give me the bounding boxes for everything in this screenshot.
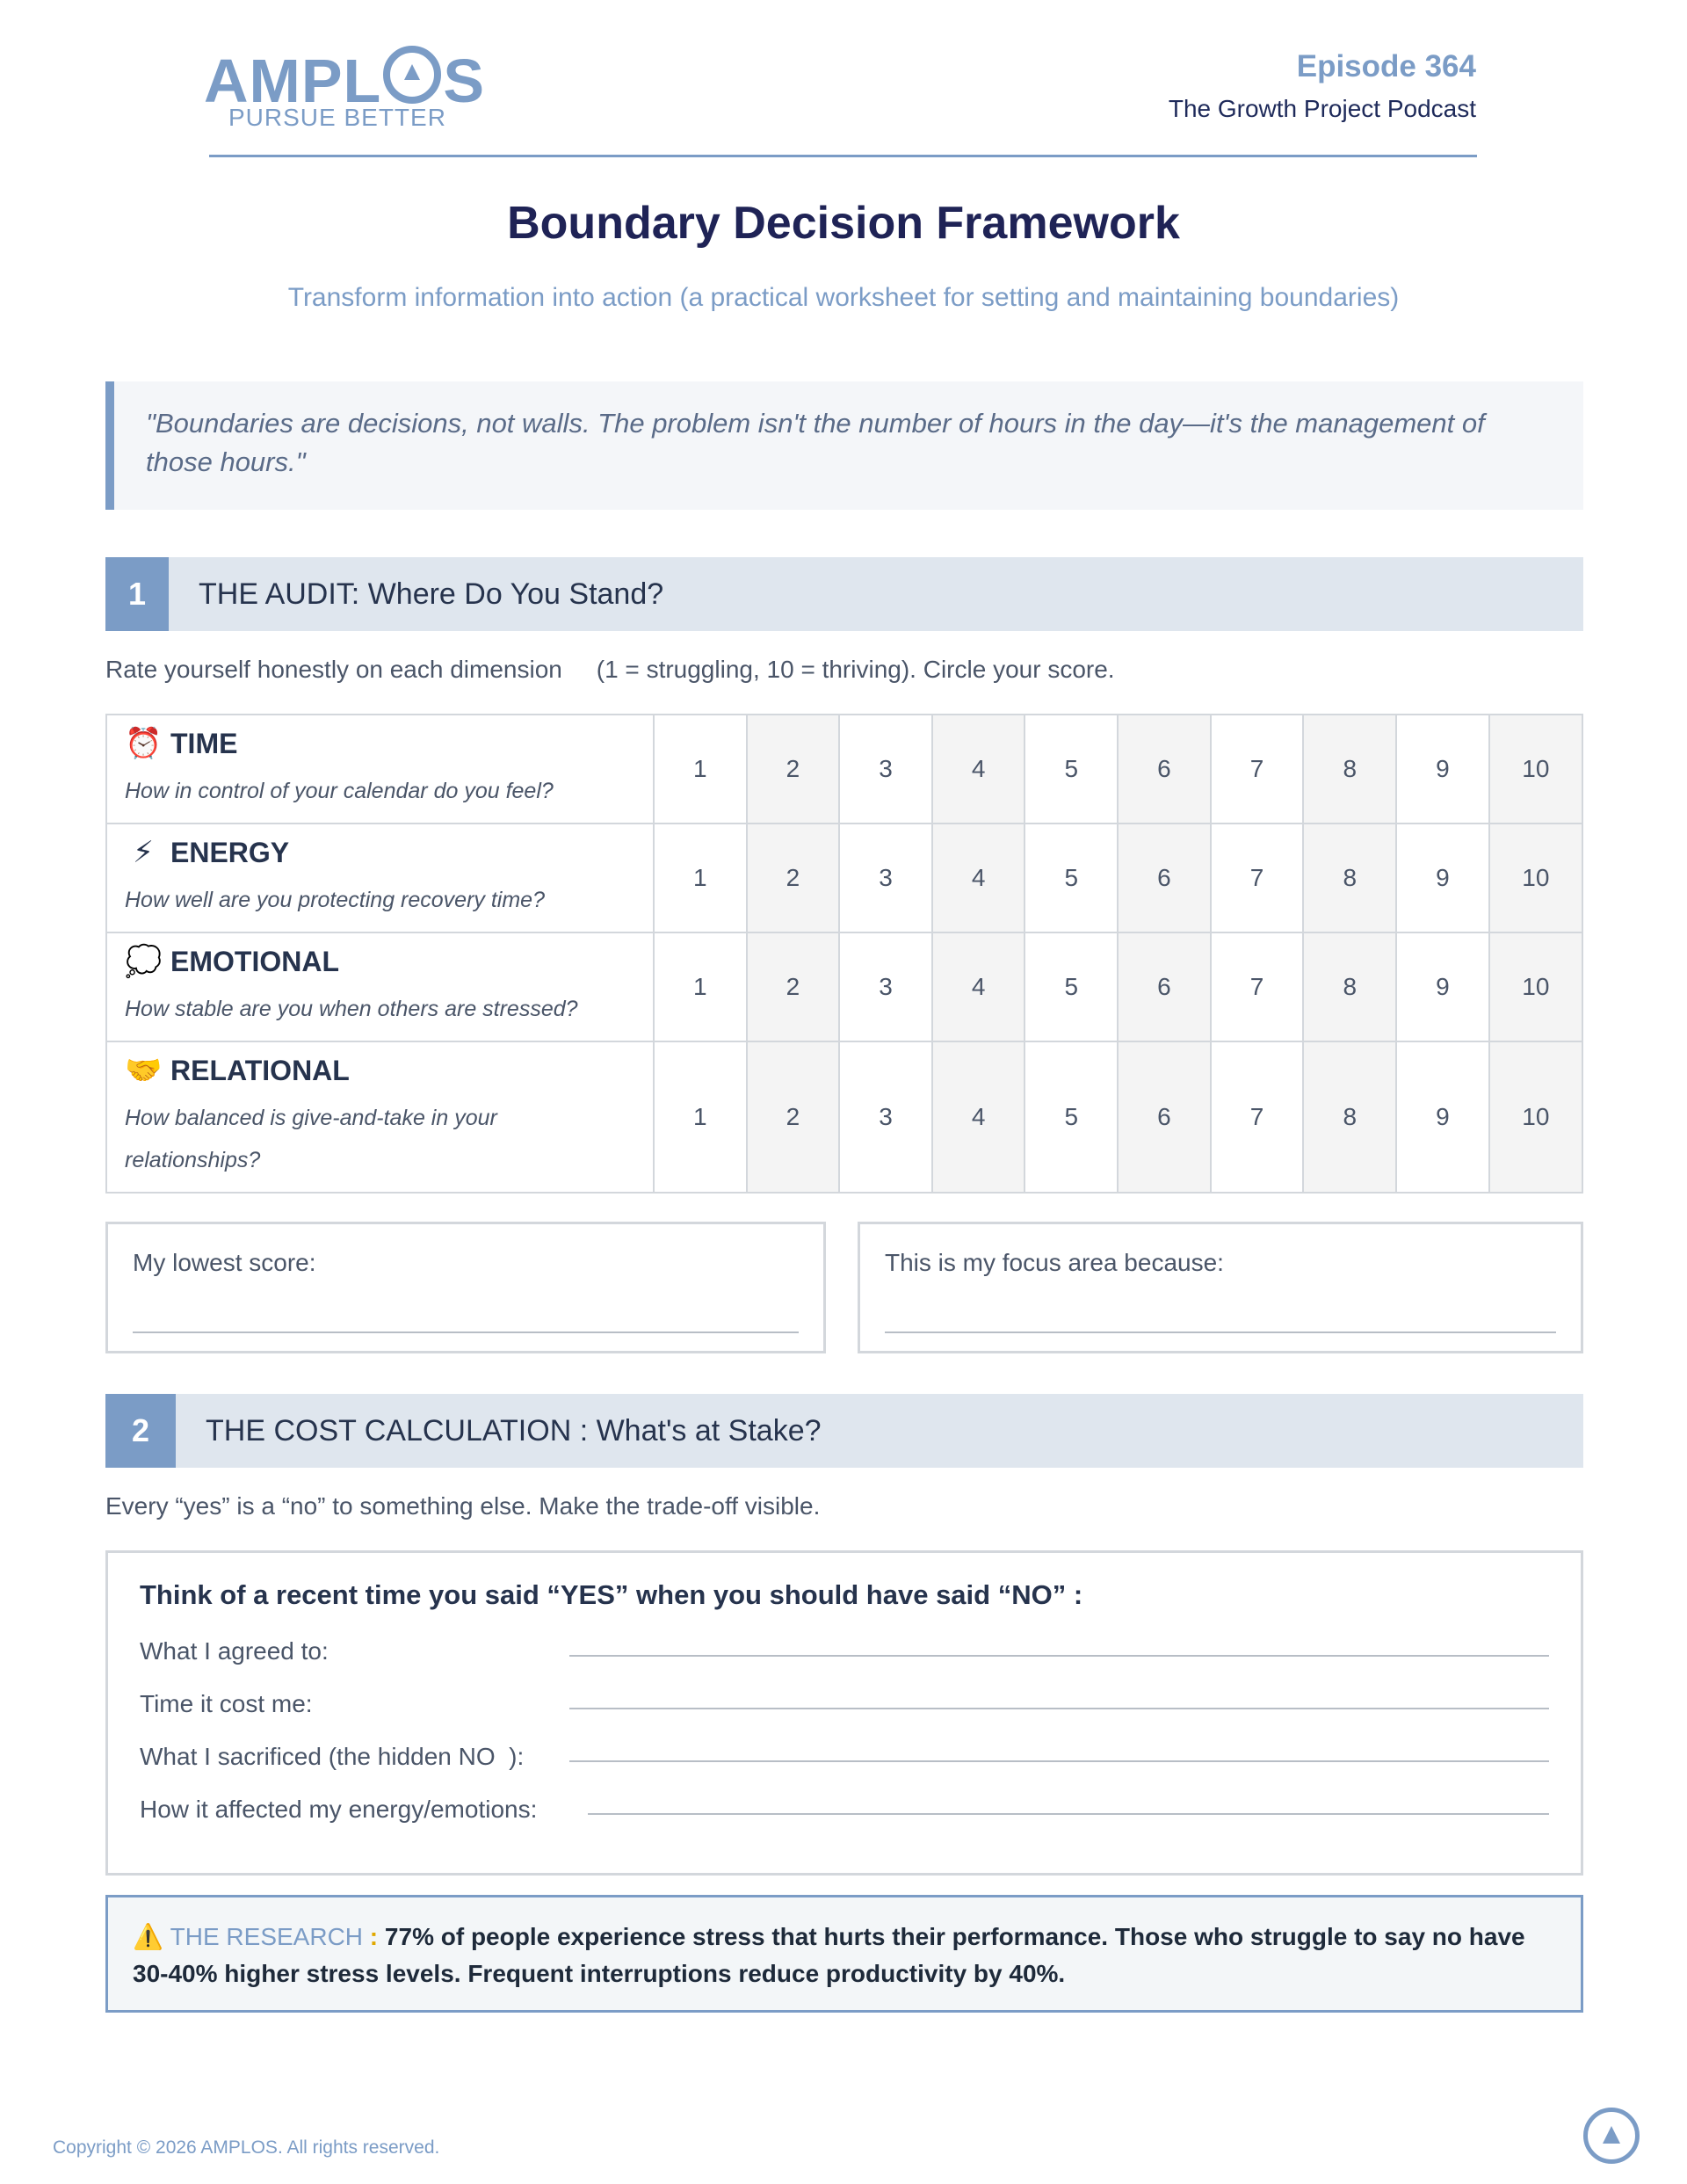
cost-input-line-agreed[interactable] (569, 1655, 1549, 1657)
dimension-cell (106, 1041, 654, 1193)
dimension-question: How in control of your calendar do you feel? (125, 779, 554, 803)
cost-field-label: How it affected my energy/emotions: (140, 1796, 538, 1823)
score-option-5[interactable]: 5 (1025, 932, 1118, 1041)
research-callout (105, 1895, 1583, 2013)
score-option-4[interactable]: 4 (932, 1041, 1025, 1193)
cost-field-label: What I sacrificed (the hidden NO ): (140, 1743, 525, 1770)
dimension-name: EMOTIONAL (170, 945, 339, 977)
score-option-5[interactable]: 5 (1025, 1041, 1118, 1193)
score-option-6[interactable]: 6 (1118, 932, 1211, 1041)
quote-text: "Boundaries are decisions, not walls. The problem isn't the number of hours in the day—it's the management of those hours." (146, 408, 1485, 477)
thought-bubble-icon: 💭 (125, 945, 163, 978)
score-option-1[interactable]: 1 (654, 1041, 747, 1193)
score-option-9[interactable]: 9 (1396, 715, 1489, 824)
score-option-3[interactable]: 3 (839, 715, 932, 824)
section-2-instructions: Every “yes” is a “no” to something else. Make the trade-off visible. (105, 1492, 821, 1520)
lowest-score-box (105, 1222, 826, 1353)
page-subtitle: Transform information into action (a practical worksheet for setting and maintaining boundaries) (287, 283, 1400, 312)
rating-row (106, 715, 1582, 824)
cost-field-sacrificed (140, 1743, 524, 1778)
score-option-7[interactable]: 7 (1211, 824, 1304, 932)
cost-field-label: What I agreed to: (140, 1637, 329, 1665)
logo-o-mark-icon (383, 46, 441, 104)
dimension-cell (106, 932, 654, 1041)
section-1-number: 1 (105, 557, 169, 631)
score-option-1[interactable]: 1 (654, 932, 747, 1041)
cost-input-line-sacrificed[interactable] (569, 1760, 1549, 1762)
score-option-4[interactable]: 4 (932, 932, 1025, 1041)
podcast-name: The Growth Project Podcast (1168, 95, 1476, 122)
score-option-1[interactable]: 1 (654, 715, 747, 824)
lightning-icon: ⚡ (133, 836, 154, 869)
score-option-3[interactable]: 3 (839, 824, 932, 932)
focus-area-label: This is my focus area because: (885, 1249, 1224, 1276)
amplos-logo: AMPL S (204, 47, 486, 115)
score-option-7[interactable]: 7 (1211, 715, 1304, 824)
score-option-10[interactable]: 10 (1489, 824, 1582, 932)
section-2-header (105, 1394, 1583, 1468)
cost-field-agreed (140, 1637, 329, 1672)
score-option-7[interactable]: 7 (1211, 1041, 1304, 1193)
score-option-4[interactable]: 4 (932, 824, 1025, 932)
cost-field-time (140, 1690, 313, 1725)
cost-input-line-time[interactable] (569, 1708, 1549, 1709)
score-option-8[interactable]: 8 (1303, 715, 1396, 824)
score-option-4[interactable]: 4 (932, 715, 1025, 824)
score-option-2[interactable]: 2 (747, 824, 840, 932)
score-option-2[interactable]: 2 (747, 715, 840, 824)
score-option-6[interactable]: 6 (1118, 715, 1211, 824)
dimension-cell (106, 715, 654, 824)
cost-field-energy (140, 1796, 537, 1831)
lowest-score-label: My lowest score: (133, 1249, 316, 1276)
dimension-name: RELATIONAL (170, 1054, 350, 1086)
focus-area-input-line[interactable] (885, 1331, 1556, 1333)
score-option-7[interactable]: 7 (1211, 932, 1304, 1041)
dimension-heading (125, 1053, 653, 1088)
score-option-10[interactable]: 10 (1489, 1041, 1582, 1193)
quote-block (105, 381, 1583, 510)
rating-table (105, 714, 1583, 1194)
section-2-number: 2 (105, 1394, 176, 1468)
cost-input-line-energy[interactable] (588, 1813, 1549, 1815)
cost-calculation-box (105, 1550, 1583, 1876)
rating-row (106, 932, 1582, 1041)
score-option-3[interactable]: 3 (839, 1041, 932, 1193)
dimension-question: How well are you protecting recovery time? (125, 888, 545, 912)
score-option-9[interactable]: 9 (1396, 932, 1489, 1041)
score-option-8[interactable]: 8 (1303, 1041, 1396, 1193)
dimension-name: ENERGY (170, 836, 290, 868)
score-option-8[interactable]: 8 (1303, 824, 1396, 932)
research-label: THE RESEARCH (170, 1923, 364, 1950)
score-option-3[interactable]: 3 (839, 932, 932, 1041)
score-option-10[interactable]: 10 (1489, 715, 1582, 824)
logo-tagline: PURSUE BETTER (228, 104, 446, 131)
score-option-8[interactable]: 8 (1303, 932, 1396, 1041)
section-1-header (105, 557, 1583, 631)
score-option-2[interactable]: 2 (747, 932, 840, 1041)
score-option-2[interactable]: 2 (747, 1041, 840, 1193)
research-body: 77% of people experience stress that hurts their performance. Those who struggle to say no have 30-40% higher stress levels. Frequent interruptions reduce productivity by 40%. (133, 1923, 1525, 1987)
dimension-name: TIME (170, 727, 238, 759)
score-option-10[interactable]: 10 (1489, 932, 1582, 1041)
research-colon: : (363, 1923, 385, 1950)
footer-logo-icon (1583, 2108, 1640, 2164)
section-1-instructions: Rate yourself honestly on each dimension (1 = struggling, 10 = thriving). Circle your score. (105, 656, 1115, 683)
score-option-9[interactable]: 9 (1396, 1041, 1489, 1193)
score-option-5[interactable]: 5 (1025, 824, 1118, 932)
score-option-1[interactable]: 1 (654, 824, 747, 932)
focus-area-box (858, 1222, 1583, 1353)
score-option-6[interactable]: 6 (1118, 1041, 1211, 1193)
score-option-6[interactable]: 6 (1118, 824, 1211, 932)
score-option-5[interactable]: 5 (1025, 715, 1118, 824)
dimension-question: How balanced is give-and-take in your relationships? (125, 1106, 497, 1172)
section-1-title: THE AUDIT: Where Do You Stand? (199, 577, 664, 611)
header-divider (209, 155, 1477, 157)
rating-row (106, 824, 1582, 932)
dimension-heading (125, 835, 653, 870)
cost-prompt: Think of a recent time you said “YES” when you should have said “NO” : (140, 1579, 1083, 1610)
page-title: Boundary Decision Framework (507, 198, 1180, 249)
warning-icon: ⚠️ (133, 1923, 163, 1950)
cost-field-label: Time it cost me: (140, 1690, 313, 1717)
dimension-question: How stable are you when others are stressed? (125, 997, 578, 1021)
dimension-heading (125, 726, 653, 761)
dimension-cell (106, 824, 654, 932)
rating-row (106, 1041, 1582, 1193)
research-text (133, 1919, 1539, 1992)
handshake-icon: 🤝 (125, 1054, 163, 1087)
alarm-clock-icon: ⏰ (125, 727, 163, 760)
dimension-heading (125, 944, 653, 979)
episode-number: Episode 364 (1296, 49, 1476, 83)
score-option-9[interactable]: 9 (1396, 824, 1489, 932)
section-2-title: THE COST CALCULATION : What's at Stake? (206, 1413, 822, 1448)
copyright-text: Copyright © 2026 AMPLOS. All rights reserved. (53, 2137, 440, 2158)
lowest-score-input-line[interactable] (133, 1331, 799, 1333)
